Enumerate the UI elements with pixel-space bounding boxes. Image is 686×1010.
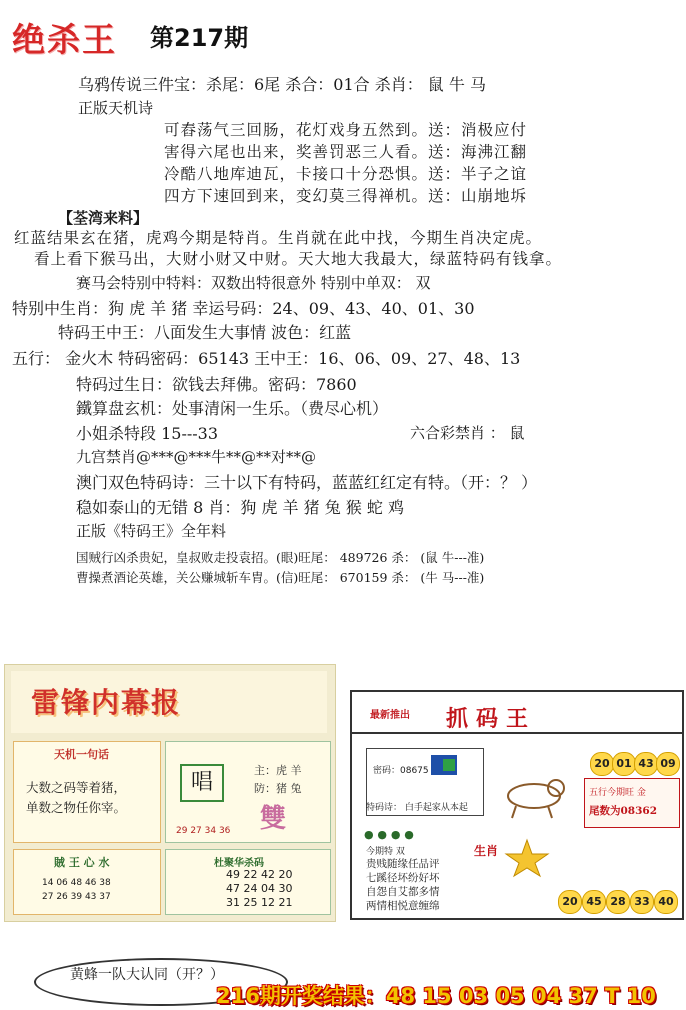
right-poem-4: 两情相悦意缠绵: [366, 900, 440, 912]
zhengban-line: 正版《特码王》全年料: [76, 522, 227, 540]
zhu-fang-numbers: 29 27 34 36: [176, 826, 231, 836]
weishu-line: 尾数为08362: [589, 805, 658, 817]
paragraph-1: 红蓝结果玄在猪，虎鸡今期是特肖。生肖就在此中找，今期生肖决定虎。: [14, 229, 543, 247]
jiugong-line: 九宫禁肖@***@***牛**@**对**@: [76, 448, 317, 466]
tiesuan-line: 鐵算盘玄机：处事清闲一生乐。（费尽心机）: [76, 399, 389, 418]
bottom-ball-4: 33: [630, 890, 654, 914]
tianji-box-line-2: 单数之物任你宰。: [26, 800, 127, 815]
dujuhua-row-2: 47 24 04 30: [226, 882, 293, 895]
right-poem-2: 七蹊径坏纷好坏: [366, 872, 440, 884]
wuya-line: 乌鸦传说三件宝：杀尾：6尾 杀合：01合 杀肖： 鼠 牛 马: [78, 75, 486, 94]
leifeng-banner: [11, 671, 327, 733]
wuxing-line: 五行： 金火木 特码密码：65143 王中王：16、06、09、27、48、13: [12, 349, 521, 368]
caocao-line: 曹操煮酒论英雄，关公赚城斩车胄。(信)旺尾： 670159 杀： (牛 马---准): [76, 570, 485, 585]
quanwan-label: 【荃湾来料】: [58, 209, 149, 227]
temawang-line: 特码王中王：八面发生大事情 波色：红蓝: [58, 323, 352, 342]
poem-line-2: 害得六尾也出来，奖善罚恶三人看。送：海沸江翻: [164, 143, 528, 161]
mima-line: 密码：08675: [373, 766, 429, 776]
dujuhua-box: [165, 849, 331, 915]
wuxing-box: [584, 778, 680, 828]
temashi-line: 特码诗： 白手起家从本起: [366, 803, 468, 813]
top-ball-3: 43: [634, 752, 658, 776]
tiger-illustration: [494, 752, 574, 822]
zhuamawang-title: 抓码王: [446, 706, 537, 732]
leifeng-panel: [4, 664, 336, 922]
tianji-box-line-1: 大数之码等着猪，: [26, 780, 127, 795]
shengxiao-label: 生肖: [474, 844, 499, 858]
liuhe-line: 六合彩禁肖 ： 鼠: [410, 424, 525, 442]
fortune-row: ● ● ● ●: [364, 828, 414, 841]
paragraph-2: 看上看下猴马出，大财小财又中财。天大地大我最大，绿蓝特码有钱拿。: [34, 250, 563, 268]
poem-line-3: 冷酷八地库迪瓦，卡接口十分恐惧。送：半子之谊: [164, 165, 528, 183]
zhuamawang-header: [352, 692, 682, 734]
jinqi-line: 今期特 双: [366, 847, 405, 857]
zeiwang-row-1: 14 06 48 46 38: [42, 878, 111, 888]
guoshengri-line: 特码过生日：欲钱去拜佛。密码：7860: [76, 375, 357, 394]
bottom-ball-1: 20: [558, 890, 582, 914]
dujuhua-row-1: 49 22 42 20: [226, 868, 293, 881]
top-ball-1: 20: [590, 752, 614, 776]
top-ball-2: 01: [612, 752, 636, 776]
sing-character: 唱: [180, 764, 224, 802]
tianji-box: [13, 741, 161, 843]
zeiwang-title: 賊 王 心 水: [54, 856, 110, 869]
zhu-line: 主：虎 羊: [254, 764, 302, 777]
bottom-ball-3: 28: [606, 890, 630, 914]
poem-line-1: 可舂荡气三回肠，花灯戏身五然到。送：消极应付: [164, 121, 528, 139]
fang-line: 防：猪 兔: [254, 782, 302, 795]
bottom-ball-2: 45: [582, 890, 606, 914]
poem-line-4: 四方下速回到来，变幻莫三得禅机。送：山崩地坼: [164, 187, 528, 205]
xiaojie-line: 小姐杀特段 15---33: [76, 424, 219, 443]
tebie-shengxiao-line: 特别中生肖：狗 虎 羊 猪 幸运号码：24、09、43、40、01、30: [12, 299, 475, 318]
bottom-ball-5: 40: [654, 890, 678, 914]
zeiwang-box: [13, 849, 161, 915]
aomen-line: 澳门双色特码诗：三十以下有特码，蓝蓝红红定有特。（开：？ ）: [76, 473, 538, 492]
zhuamawang-panel: [350, 690, 684, 920]
zhu-fang-box: [165, 741, 331, 843]
guozei-line: 国贼行凶杀贵妃，皇叔败走投袁招。(眼)旺尾： 489726 杀： (鼠 牛---准): [76, 550, 485, 565]
zhuamawang-tag: 最新推出: [370, 710, 410, 721]
dujuhua-title: 杜聚华杀码: [214, 858, 264, 869]
draw-result: 216期开奖结果：48 15 03 05 04 37 T 10: [216, 984, 656, 1008]
top-ball-4: 09: [656, 752, 680, 776]
issue-number: 第217期: [150, 24, 249, 52]
tianji-label: 正版天机诗: [78, 99, 154, 117]
speech-bubble-text: 黄蜂一队大认同（开？）: [70, 967, 224, 983]
tianji-box-title: 天机一句话: [54, 748, 109, 761]
logo-icon: [431, 755, 457, 775]
star-illustration: [502, 838, 552, 878]
wuxing-box-line: 五行今期旺 金: [589, 788, 646, 798]
wencuo-line: 稳如泰山的无错 8 肖：狗 虎 羊 猪 兔 猴 蛇 鸡: [76, 498, 404, 517]
right-poem-1: 贵贱随缘任品评: [366, 858, 440, 870]
saima-line: 赛马会特别中特料：双数出特很意外 特别中单双： 双: [76, 274, 431, 292]
page-title: 绝杀王: [12, 20, 117, 59]
right-poem-3: 自怨自艾都多情: [366, 886, 440, 898]
zeiwang-row-2: 27 26 39 43 37: [42, 892, 111, 902]
shuang-character: 雙: [260, 804, 287, 834]
leifeng-banner-title: 雷锋内幕报: [31, 686, 182, 719]
dujuhua-row-3: 31 25 12 21: [226, 896, 293, 909]
